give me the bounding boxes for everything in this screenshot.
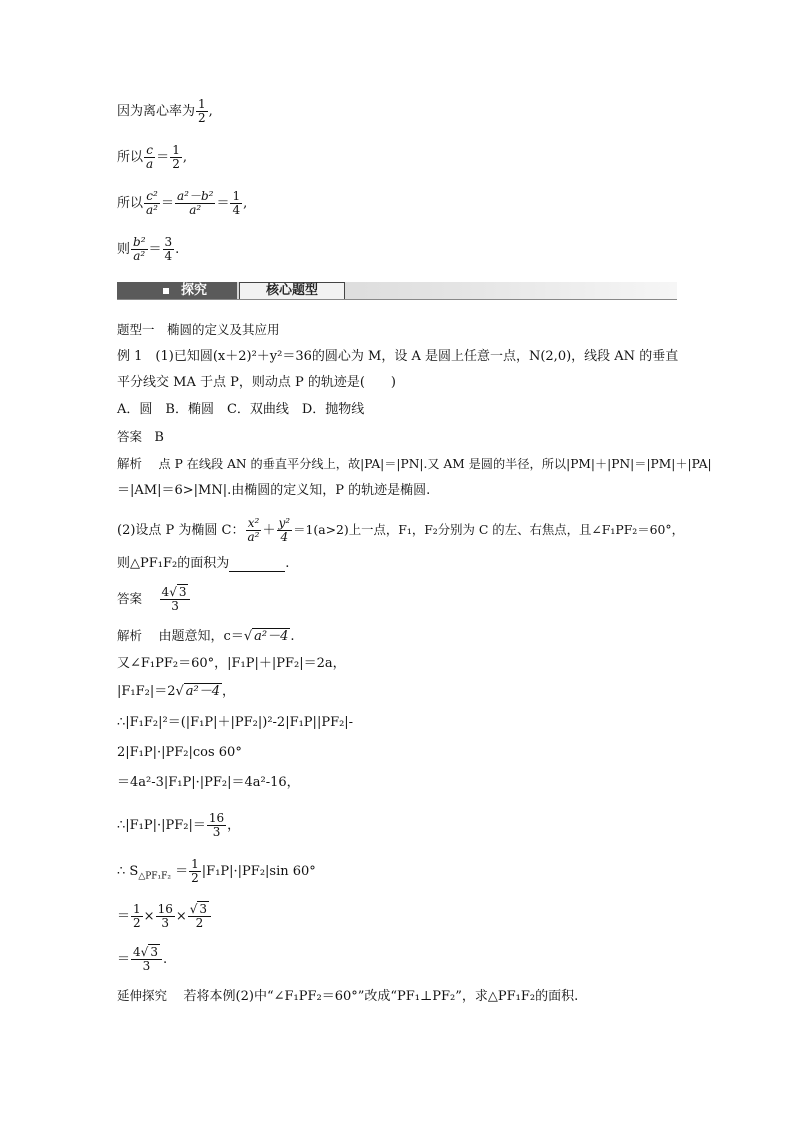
text: ∴|F₁P|·|PF₂|＝ bbox=[117, 818, 206, 833]
text: 因为离心率为 bbox=[117, 104, 196, 119]
fraction bbox=[189, 858, 201, 885]
radicand: a²－4 bbox=[185, 684, 221, 699]
radicand: 3 bbox=[178, 585, 187, 599]
numerator: b² bbox=[133, 235, 146, 249]
denominator: 4 bbox=[232, 203, 241, 217]
text: 由题意知，c＝ bbox=[158, 629, 244, 644]
fraction bbox=[156, 903, 175, 930]
text: |F₁F₂|＝2 bbox=[117, 684, 176, 699]
denominator: 3 bbox=[171, 599, 179, 613]
example1-line-2: 平分线交 MA 于点 P，则动点 P 的轨迹是( ) bbox=[117, 375, 396, 390]
text: ＝ bbox=[160, 196, 174, 211]
numerator: 3 bbox=[164, 235, 173, 249]
text: ＝ bbox=[117, 952, 131, 967]
fraction bbox=[170, 144, 182, 171]
sqrt: √ a²－4 bbox=[175, 684, 221, 699]
numerator: 1 bbox=[133, 902, 141, 916]
denominator: 2 bbox=[195, 916, 204, 930]
extension-text: 若将本例(2)中“∠F₁PF₂＝60°”改成“PF₁⊥PF₂”，求△PF₁F₂的面积. bbox=[183, 989, 579, 1004]
example2-analysis-9 bbox=[117, 903, 212, 930]
text: , bbox=[182, 150, 187, 165]
example2-analysis-3 bbox=[117, 684, 235, 700]
fraction bbox=[196, 98, 208, 125]
coefficient: 4 bbox=[161, 585, 170, 599]
numerator bbox=[188, 903, 211, 917]
extension-label: 延伸探究 bbox=[117, 988, 168, 1003]
numerator: c bbox=[146, 143, 153, 157]
denominator: 2 bbox=[133, 916, 141, 930]
numerator: 16 bbox=[157, 902, 173, 916]
section-banner bbox=[117, 282, 677, 300]
intro-line-2 bbox=[117, 144, 187, 171]
banner-dark-block bbox=[117, 282, 237, 300]
text: × bbox=[175, 909, 187, 924]
denominator: 4 bbox=[280, 530, 289, 544]
fraction bbox=[277, 517, 293, 544]
denominator: a² bbox=[133, 249, 146, 263]
text: . bbox=[175, 242, 180, 257]
numerator: y² bbox=[278, 516, 291, 530]
text: × bbox=[143, 909, 155, 924]
text: (2)设点 P 为椭圆 C： bbox=[117, 523, 245, 538]
numerator: 16 bbox=[208, 811, 225, 825]
intro-line-4 bbox=[117, 236, 179, 263]
text: . bbox=[290, 629, 295, 644]
numerator: c² bbox=[146, 189, 158, 203]
example2-analysis-4: ∴|F₁F₂|²＝(|F₁P|＋|PF₂|)²-2|F₁P||PF₂|- bbox=[117, 715, 354, 730]
fraction bbox=[175, 190, 215, 217]
text: 所以 bbox=[117, 150, 144, 165]
text: ＝ bbox=[156, 150, 170, 165]
denominator: a² bbox=[189, 203, 202, 217]
denominator: 2 bbox=[172, 157, 180, 171]
fraction bbox=[246, 517, 262, 544]
fraction bbox=[144, 144, 155, 171]
text: ， bbox=[222, 684, 236, 699]
fraction bbox=[230, 190, 242, 217]
banner-label-core: 核心题型 bbox=[239, 282, 345, 300]
sqrt: √ 3 bbox=[189, 902, 208, 916]
text: 所以 bbox=[117, 196, 144, 211]
example1-line-1: 例 1 (1)已知圆(x＋2)²＋y²＝36的圆心为 M，设 A 是圆上任意一点，N(2,0)，线段 AN 的垂直 bbox=[117, 349, 679, 364]
text: ＝ bbox=[148, 242, 162, 257]
text: 则△PF₁F₂的面积为 bbox=[117, 556, 230, 571]
denominator: a² bbox=[247, 530, 260, 544]
coefficient: 4 bbox=[133, 945, 141, 959]
text: ∴ S bbox=[117, 864, 139, 879]
numerator bbox=[160, 586, 191, 600]
numerator: x² bbox=[247, 516, 260, 530]
example2-analysis-10 bbox=[117, 946, 167, 973]
example2-analysis-2: 又∠F₁PF₂＝60°，|F₁P|＋|PF₂|＝2a， bbox=[117, 656, 346, 671]
text: |F₁P|·|PF₂|sin 60° bbox=[201, 864, 316, 879]
radicand: a²－4 bbox=[254, 629, 289, 644]
sqrt: √ 3 bbox=[140, 945, 158, 959]
example1-analysis-2: ＝|AM|＝6>|MN|.由椭圆的定义知，P 的轨迹是椭圆. bbox=[117, 483, 431, 498]
numerator: 1 bbox=[232, 189, 241, 203]
answer-label: 答案 bbox=[117, 591, 143, 606]
intro-line-1 bbox=[117, 98, 213, 125]
example1-options: A．圆 B．椭圆 C．双曲线 D．抛物线 bbox=[117, 402, 365, 417]
text: , bbox=[208, 104, 213, 119]
analysis-label: 解析 bbox=[117, 628, 143, 643]
intro-line-3 bbox=[117, 190, 247, 217]
example2-line-2 bbox=[117, 556, 289, 572]
text: ＝ bbox=[175, 864, 189, 879]
text: 则 bbox=[117, 242, 131, 257]
numerator: 1 bbox=[172, 143, 180, 157]
fraction bbox=[144, 190, 160, 217]
square-bullet-icon bbox=[163, 288, 169, 294]
radicand: 3 bbox=[150, 945, 158, 959]
text: , bbox=[243, 196, 248, 211]
numerator: a²－b² bbox=[177, 189, 214, 203]
fraction bbox=[160, 586, 191, 613]
text: ＝1(a>2)上一点，F₁，F₂分别为 C 的左、右焦点，且∠F₁PF₂＝60°， bbox=[293, 522, 685, 537]
numerator: 1 bbox=[191, 857, 199, 871]
example2-analysis-7 bbox=[117, 812, 240, 839]
radicand: 3 bbox=[199, 902, 208, 916]
example2-analysis-5: 2|F₁P|·|PF₂|cos 60° bbox=[117, 745, 242, 760]
text: ＋ bbox=[262, 523, 276, 538]
fraction bbox=[131, 236, 148, 263]
fraction bbox=[131, 903, 143, 930]
denominator: 3 bbox=[161, 916, 170, 930]
denominator: 2 bbox=[198, 111, 206, 125]
text: ， bbox=[227, 818, 241, 833]
denominator: a bbox=[146, 157, 154, 171]
answer-value: B bbox=[154, 430, 164, 445]
text: ＝ bbox=[216, 196, 230, 211]
fraction bbox=[188, 903, 211, 930]
sqrt: √ a²－4 bbox=[243, 629, 289, 644]
subscript: △PF₁F₂ bbox=[138, 871, 171, 882]
denominator: a² bbox=[146, 203, 158, 217]
denominator: 4 bbox=[164, 249, 173, 263]
example2-answer bbox=[117, 586, 191, 613]
example1-analysis-1 bbox=[117, 456, 712, 473]
sqrt: √ 3 bbox=[169, 585, 187, 599]
example2-analysis-8 bbox=[117, 858, 316, 885]
text: ＝ bbox=[117, 909, 131, 924]
numerator: 1 bbox=[198, 97, 206, 111]
example2-line-1 bbox=[117, 517, 684, 544]
type-title: 题型一 椭圆的定义及其应用 bbox=[117, 322, 280, 337]
numerator bbox=[131, 946, 162, 960]
example2-analysis-6: ＝4a²-3|F₁P|·|PF₂|＝4a²-16， bbox=[117, 775, 300, 790]
denominator: 3 bbox=[142, 959, 151, 973]
fraction bbox=[131, 946, 162, 973]
text: . bbox=[162, 952, 168, 967]
denominator: 2 bbox=[191, 871, 199, 885]
answer-blank bbox=[229, 559, 285, 572]
fraction bbox=[163, 236, 175, 263]
fraction bbox=[207, 812, 226, 839]
extension-line bbox=[117, 988, 578, 1005]
banner-underline bbox=[117, 299, 677, 300]
answer-label: 答案 bbox=[117, 429, 143, 444]
example2-analysis-1 bbox=[117, 628, 295, 645]
text: . bbox=[285, 556, 290, 571]
analysis-text: 点 P 在线段 AN 的垂直平分线上，故|PA|＝|PN|.又 AM 是圆的半径，所以|PM|＋|PN|＝|PM|＋|PA| bbox=[158, 457, 712, 471]
denominator: 3 bbox=[212, 825, 221, 839]
example1-answer bbox=[117, 429, 164, 446]
banner-label-explore: 探究 bbox=[181, 283, 208, 298]
analysis-label: 解析 bbox=[117, 456, 143, 471]
